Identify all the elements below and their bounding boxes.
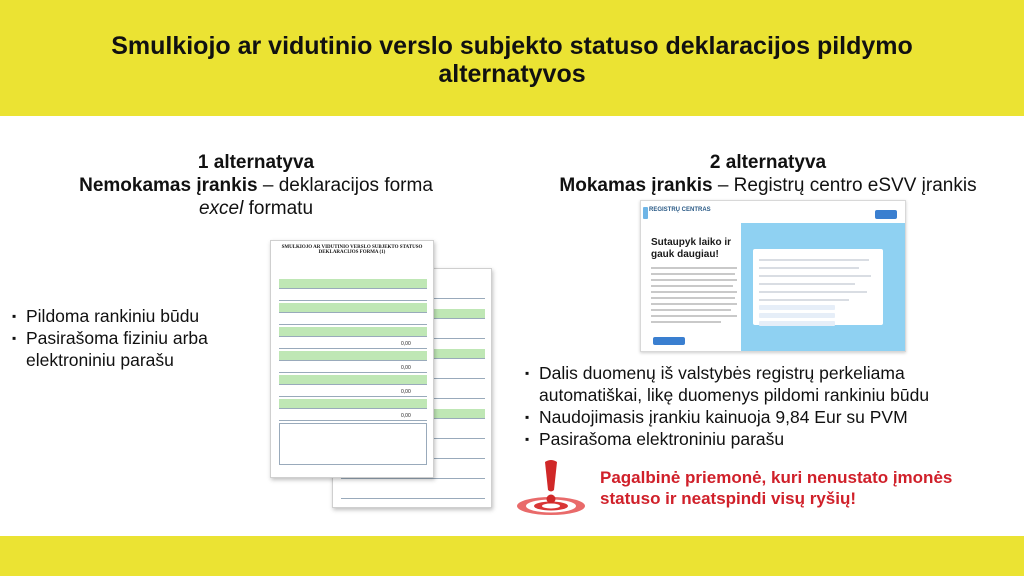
cta-button bbox=[653, 337, 685, 345]
alternative-2-bullets bbox=[525, 362, 995, 450]
list-item: ▪ Pildoma rankiniu būdu bbox=[12, 305, 242, 327]
alternative-2-tool-name: Mokamas įrankis bbox=[559, 175, 713, 196]
alternative-1-tool-desc: – deklaracijos forma bbox=[257, 175, 433, 196]
alternative-1-label: 1 alternatyva bbox=[197, 152, 315, 173]
hero-headline: Sutaupyk laiko ir gauk daugiau! bbox=[651, 237, 732, 260]
form-value: 0,00 bbox=[401, 365, 411, 371]
form-value: 0,00 bbox=[401, 413, 411, 419]
alternative-1-format-suffix: formatu bbox=[243, 198, 314, 219]
alternative-1-bullets bbox=[12, 305, 242, 371]
form-value: 0,00 bbox=[401, 341, 411, 347]
list-item: ▪ Naudojimasis įrankiu kainuoja 9,84 Eur su PVM bbox=[525, 406, 995, 428]
alternative-1-tool-name: Nemokamas įrankis bbox=[79, 175, 258, 196]
alternative-2-tool-desc: – Registrų centro eSVV įrankis bbox=[712, 175, 977, 196]
alternative-1-heading bbox=[20, 151, 492, 220]
registru-centras-logo-icon bbox=[643, 207, 648, 219]
alternative-2-label: 2 alternatyva bbox=[709, 152, 827, 173]
alternative-2-heading bbox=[520, 151, 1016, 197]
alternative-1-format-word: excel bbox=[198, 198, 244, 219]
warning-text: Pagalbinė priemonė, kuri nenustato įmonės statuso ir neatspindi visų ryšių! bbox=[600, 468, 953, 508]
list-item: ▪ Dalis duomenų iš valstybės registrų perkeliama automatiškai, likę duomenys pildomi rankiniu būdu bbox=[525, 362, 995, 406]
footer-band bbox=[0, 536, 1024, 576]
page-title: Smulkiojo ar vidutinio verslo subjekto statuso deklaracijos pildymo alternatyvos bbox=[111, 32, 913, 88]
list-item: ▪ Pasirašoma elektroniniu parašu bbox=[525, 428, 995, 450]
exclamation-target-icon bbox=[514, 458, 588, 516]
form-header: SMULKIOJO AR VIDUTINIO VERSLO SUBJEKTO STATUSO DEKLARACIJOS FORMA (1) bbox=[281, 245, 423, 255]
registru-centras-logo: REGISTRŲ CENTRAS bbox=[649, 207, 711, 213]
excel-form-page bbox=[270, 240, 434, 478]
esvv-tool-screenshot bbox=[640, 200, 906, 352]
form-value: 0,00 bbox=[401, 389, 411, 395]
login-button bbox=[875, 210, 897, 219]
list-item: ▪ Pasirašoma fiziniu arba elektroniniu parašu bbox=[12, 327, 242, 371]
